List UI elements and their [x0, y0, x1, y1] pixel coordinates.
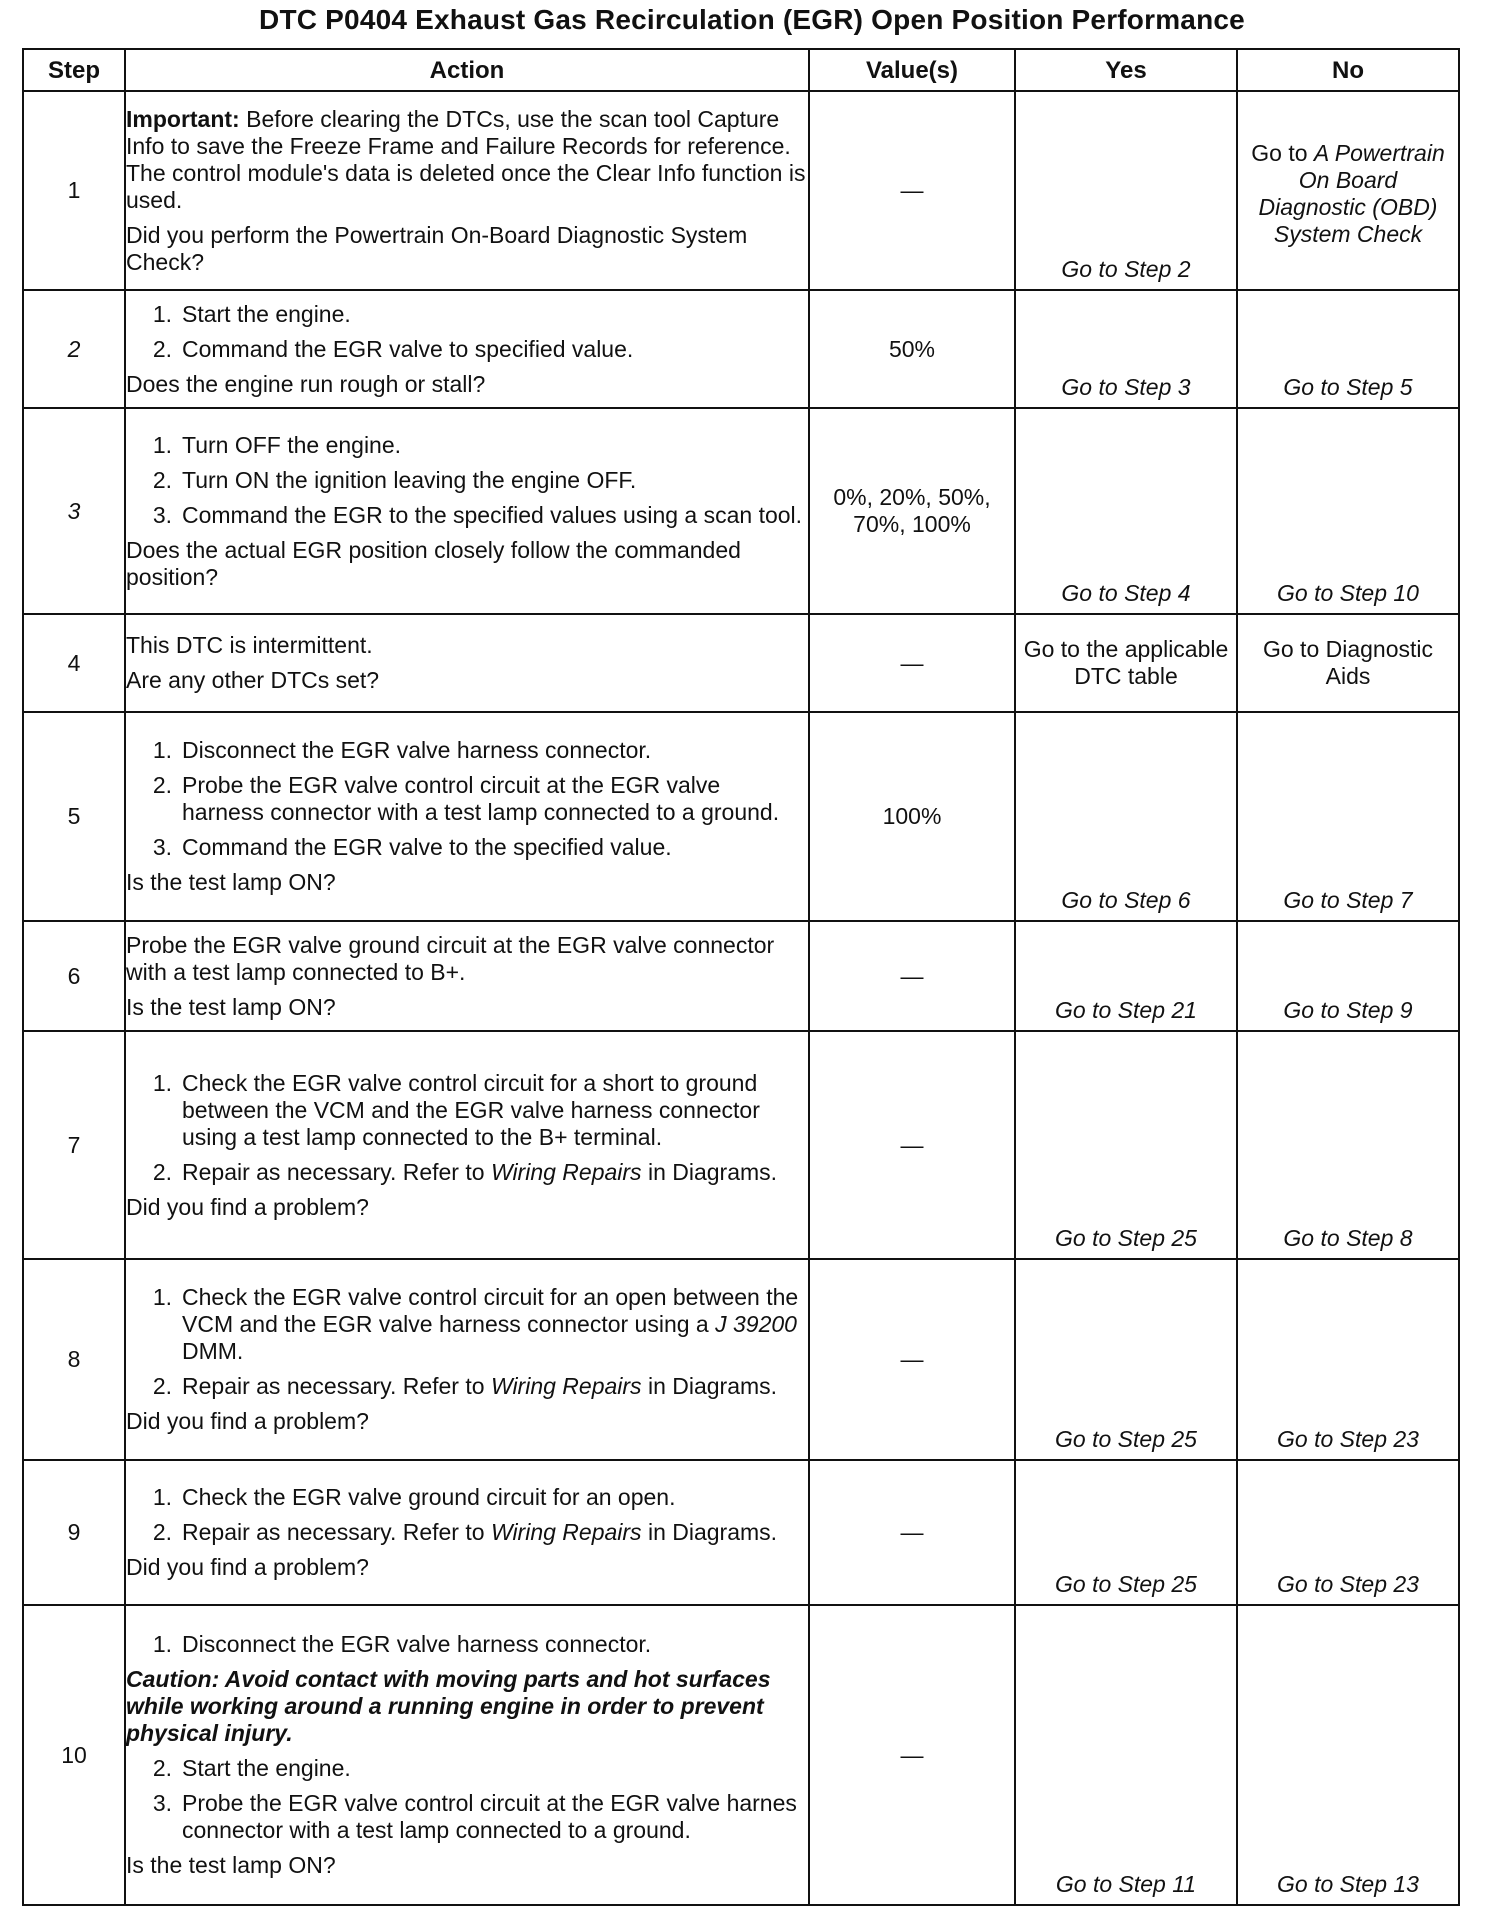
yes-link: Go to Step 3 [1061, 374, 1191, 400]
table-row [23, 290, 1459, 408]
question: Is the test lamp ON? [126, 1852, 336, 1878]
action-cell [125, 921, 809, 1031]
list-item: 3. Command the EGR to the specified values using a scan tool. [152, 501, 803, 528]
yes-cell [1015, 408, 1237, 614]
no-cell [1237, 1031, 1459, 1259]
statement: This DTC is intermittent. [126, 632, 373, 658]
yes-cell [1015, 712, 1237, 921]
no-link: Go to Step 10 [1277, 580, 1419, 606]
header-step: Step [23, 49, 125, 91]
question: Does the engine run rough or stall? [126, 370, 486, 397]
statement: Probe the EGR valve ground circuit at the EGR valve connector with a test lamp connected to B+. [126, 931, 775, 985]
value-cell: 0%, 20%, 50%, 70%, 100% [809, 408, 1015, 614]
value-cell: — [809, 614, 1015, 712]
yes-link: Go to Step 21 [1055, 997, 1197, 1023]
question: Is the test lamp ON? [126, 993, 336, 1020]
table-row [23, 614, 1459, 712]
no-cell [1237, 712, 1459, 921]
no-cell [1237, 290, 1459, 408]
yes-link: Go to Step 6 [1061, 887, 1191, 913]
list-item: 2. Probe the EGR valve control circuit at the EGR valve harness connector with a test lamp connected to a ground. [152, 772, 780, 825]
action-cell [125, 290, 809, 408]
action-cell [125, 1605, 809, 1905]
page-title: DTC P0404 Exhaust Gas Recirculation (EGR) Open Position Performance [259, 4, 1245, 35]
yes-cell [1015, 1460, 1237, 1605]
no-cell [1237, 408, 1459, 614]
table-row [23, 91, 1459, 290]
list-item: 2. Start the engine. [152, 1755, 351, 1781]
list-item: 1. Check the EGR valve control circuit for an open between the VCM and the EGR valve harness connector using a J 39200 DMM. [152, 1284, 799, 1364]
step-number: 1 [23, 91, 125, 290]
step-number: 7 [23, 1031, 125, 1259]
no-link: Go to Step 23 [1277, 1426, 1419, 1452]
list-item: 1. Start the engine. [152, 300, 351, 327]
step-number: 6 [23, 921, 125, 1031]
list-item: 1. Turn OFF the engine. [152, 431, 402, 458]
yes-cell [1015, 1605, 1237, 1905]
step-number: 4 [23, 614, 125, 712]
header-action: Action [125, 49, 809, 91]
yes-link: Go to Step 11 [1055, 1871, 1197, 1897]
yes-link: Go to Step 4 [1061, 580, 1191, 606]
yes-cell [1015, 290, 1237, 408]
yes-cell [1015, 921, 1237, 1031]
list-item: 1. Check the EGR valve ground circuit for an open. [152, 1484, 676, 1510]
value-cell: — [809, 1259, 1015, 1460]
no-link: Go to Step 7 [1283, 887, 1413, 913]
yes-link: Go to Step 25 [1055, 1225, 1197, 1251]
header-no: No [1237, 49, 1459, 91]
yes-cell [1015, 1031, 1237, 1259]
no-cell [1237, 91, 1459, 290]
no-link: Go to Step 9 [1283, 997, 1413, 1023]
question: Is the test lamp ON? [126, 869, 336, 895]
value-cell: — [809, 921, 1015, 1031]
step-number: 9 [23, 1460, 125, 1605]
action-cell [125, 408, 809, 614]
question: Did you perform the Powertrain On-Board Diagnostic System Check? [126, 221, 748, 275]
important-note: Important: Before clearing the DTCs, use the scan tool Capture Info to save the Freeze Frame and Failure Records for reference. The control module's data is deleted once the Clear Info function is used. [126, 105, 806, 213]
yes-cell [1015, 91, 1237, 290]
question: Did you find a problem? [126, 1193, 369, 1220]
action-cell [125, 1031, 809, 1259]
header-yes: Yes [1015, 49, 1237, 91]
table-row [23, 712, 1459, 921]
action-cell [125, 614, 809, 712]
value-cell: — [809, 1460, 1015, 1605]
no-cell [1237, 921, 1459, 1031]
caution-note: Caution: Avoid contact with moving parts and hot surfaces while working around a running engine in order to prevent physical injury. [126, 1666, 771, 1746]
yes-cell [1015, 614, 1237, 712]
value-cell: — [809, 1605, 1015, 1905]
yes-cell [1015, 1259, 1237, 1460]
table-row [23, 921, 1459, 1031]
no-link: Go to A Powertrain On Board Diagnostic (OBD) System Check [1251, 139, 1445, 247]
list-item: 1. Disconnect the EGR valve harness connector. [152, 1631, 652, 1657]
list-item: 3. Probe the EGR valve control circuit at the EGR valve harnes connector with a test lamp connected to a ground. [152, 1790, 797, 1843]
list-item: 2. Repair as necessary. Refer to Wiring Repairs in Diagrams. [152, 1519, 778, 1545]
header-row [23, 49, 1459, 91]
yes-link: Go to Step 25 [1055, 1571, 1197, 1597]
list-item: 1. Disconnect the EGR valve harness connector. [152, 737, 652, 763]
table-row [23, 1605, 1459, 1905]
no-cell [1237, 1460, 1459, 1605]
value-cell: 50% [809, 290, 1015, 408]
step-number: 10 [23, 1605, 125, 1905]
no-link: Go to Step 13 [1277, 1871, 1419, 1897]
action-cell [125, 1259, 809, 1460]
action-cell [125, 1460, 809, 1605]
list-item: 2. Turn ON the ignition leaving the engine OFF. [152, 466, 637, 493]
dtc-table [22, 48, 1460, 1906]
list-item: 3. Command the EGR valve to the specified value. [152, 834, 672, 860]
header-values: Value(s) [809, 49, 1015, 91]
table-row [23, 408, 1459, 614]
yes-link: Go to the applicable DTC table [1023, 636, 1229, 689]
value-cell: — [809, 1031, 1015, 1259]
question: Does the actual EGR position closely follow the commanded position? [126, 536, 741, 590]
list-item: 2. Command the EGR valve to specified value. [152, 335, 634, 362]
value-cell: 100% [809, 712, 1015, 921]
question: Did you find a problem? [126, 1554, 369, 1580]
table-row [23, 1031, 1459, 1259]
table-row [23, 1259, 1459, 1460]
step-number: 3 [23, 408, 125, 614]
table-row [23, 1460, 1459, 1605]
action-cell [125, 712, 809, 921]
no-cell [1237, 1605, 1459, 1905]
question: Are any other DTCs set? [126, 667, 380, 693]
no-cell [1237, 614, 1459, 712]
value-cell: — [809, 91, 1015, 290]
no-link: Go to Step 8 [1283, 1225, 1413, 1251]
yes-link: Go to Step 2 [1061, 256, 1191, 282]
no-cell [1237, 1259, 1459, 1460]
step-number: 8 [23, 1259, 125, 1460]
step-number: 5 [23, 712, 125, 921]
no-link: Go to Step 23 [1277, 1571, 1419, 1597]
list-item: 2. Repair as necessary. Refer to Wiring Repairs in Diagrams. [152, 1373, 778, 1399]
list-item: 1. Check the EGR valve control circuit for a short to ground between the VCM and the EGR valve harness connector using a test lamp connected to the B+ terminal. [152, 1069, 760, 1150]
no-link: Go to Diagnostic Aids [1262, 636, 1434, 689]
list-item: 2. Repair as necessary. Refer to Wiring Repairs in Diagrams. [152, 1158, 778, 1185]
action-cell [125, 91, 809, 290]
question: Did you find a problem? [126, 1408, 369, 1434]
step-number: 2 [23, 290, 125, 408]
no-link: Go to Step 5 [1283, 374, 1413, 400]
yes-link: Go to Step 25 [1055, 1426, 1197, 1452]
